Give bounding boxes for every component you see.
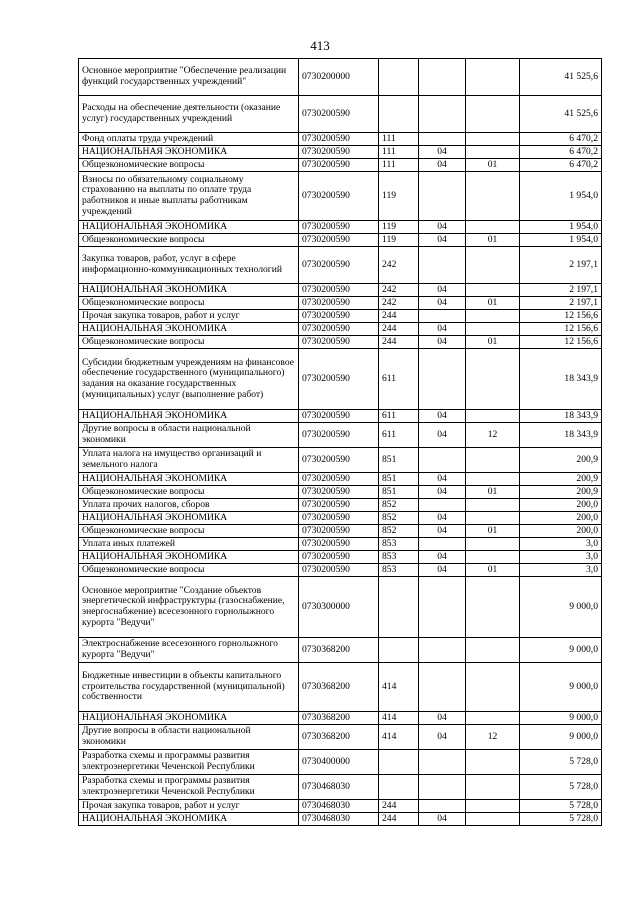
section-code-cell xyxy=(419,133,466,146)
amount-cell: 2 197,1 xyxy=(520,284,602,297)
table-row xyxy=(79,499,602,512)
target-article-code-cell: 0730200590 xyxy=(299,349,379,410)
section-code-cell xyxy=(419,638,466,663)
target-article-code-cell: 0730200590 xyxy=(299,525,379,538)
expense-type-cell: 414 xyxy=(379,725,419,750)
amount-cell: 3,0 xyxy=(520,538,602,551)
expense-type-cell: 244 xyxy=(379,323,419,336)
subsection-code-cell xyxy=(466,284,520,297)
section-code-cell: 04 xyxy=(419,486,466,499)
expense-name-cell: Основное мероприятие "Обеспечение реализации функций государственных учреждений" xyxy=(79,59,299,96)
target-article-code-cell: 0730300000 xyxy=(299,577,379,638)
expense-type-cell: 242 xyxy=(379,284,419,297)
subsection-code-cell xyxy=(466,96,520,133)
subsection-code-cell xyxy=(466,712,520,725)
expense-name-cell: НАЦИОНАЛЬНАЯ ЭКОНОМИКА xyxy=(79,813,299,826)
amount-cell: 200,9 xyxy=(520,448,602,473)
target-article-code-cell: 0730200590 xyxy=(299,146,379,159)
subsection-code-cell xyxy=(466,323,520,336)
budget-table xyxy=(78,58,602,826)
section-code-cell xyxy=(419,172,466,221)
target-article-code-cell: 0730200590 xyxy=(299,410,379,423)
amount-cell: 2 197,1 xyxy=(520,297,602,310)
expense-type-cell: 611 xyxy=(379,349,419,410)
expense-name-cell: Прочая закупка товаров, работ и услуг xyxy=(79,800,299,813)
amount-cell: 1 954,0 xyxy=(520,221,602,234)
target-article-code-cell: 0730368200 xyxy=(299,725,379,750)
table-row xyxy=(79,577,602,638)
amount-cell: 1 954,0 xyxy=(520,234,602,247)
subsection-code-cell xyxy=(466,221,520,234)
expense-name-cell: НАЦИОНАЛЬНАЯ ЭКОНОМИКА xyxy=(79,551,299,564)
table-row xyxy=(79,813,602,826)
expense-name-cell: НАЦИОНАЛЬНАЯ ЭКОНОМИКА xyxy=(79,410,299,423)
expense-name-cell: Разработка схемы и программы развития электроэнергетики Чеченской Республики xyxy=(79,750,299,775)
expense-name-cell: Разработка схемы и программы развития электроэнергетики Чеченской Республики xyxy=(79,775,299,800)
subsection-code-cell: 12 xyxy=(466,725,520,750)
expense-name-cell: Расходы на обеспечение деятельности (оказание услуг) государственных учреждений xyxy=(79,96,299,133)
section-code-cell: 04 xyxy=(419,234,466,247)
expense-type-cell: 852 xyxy=(379,525,419,538)
table-row xyxy=(79,221,602,234)
subsection-code-cell xyxy=(466,448,520,473)
table-row xyxy=(79,551,602,564)
target-article-code-cell: 0730200590 xyxy=(299,448,379,473)
section-code-cell: 04 xyxy=(419,221,466,234)
amount-cell: 5 728,0 xyxy=(520,775,602,800)
expense-name-cell: Общеэкономические вопросы xyxy=(79,234,299,247)
section-code-cell xyxy=(419,499,466,512)
section-code-cell xyxy=(419,750,466,775)
amount-cell: 41 525,6 xyxy=(520,59,602,96)
table-row xyxy=(79,775,602,800)
section-code-cell: 04 xyxy=(419,473,466,486)
target-article-code-cell: 0730200000 xyxy=(299,59,379,96)
target-article-code-cell: 0730200590 xyxy=(299,297,379,310)
expense-type-cell: 853 xyxy=(379,551,419,564)
section-code-cell: 04 xyxy=(419,551,466,564)
amount-cell: 200,9 xyxy=(520,486,602,499)
subsection-code-cell xyxy=(466,775,520,800)
subsection-code-cell xyxy=(466,410,520,423)
amount-cell: 9 000,0 xyxy=(520,638,602,663)
expense-type-cell: 851 xyxy=(379,448,419,473)
expense-type-cell: 244 xyxy=(379,310,419,323)
target-article-code-cell: 0730468030 xyxy=(299,800,379,813)
table-row xyxy=(79,538,602,551)
subsection-code-cell xyxy=(466,59,520,96)
amount-cell: 2 197,1 xyxy=(520,247,602,284)
expense-type-cell: 853 xyxy=(379,564,419,577)
subsection-code-cell xyxy=(466,349,520,410)
subsection-code-cell xyxy=(466,310,520,323)
amount-cell: 18 343,9 xyxy=(520,410,602,423)
subsection-code-cell xyxy=(466,813,520,826)
section-code-cell: 04 xyxy=(419,336,466,349)
expense-name-cell: Бюджетные инвестиции в объекты капитального строительства государственной (муниципальной) собственности xyxy=(79,663,299,712)
target-article-code-cell: 0730200590 xyxy=(299,96,379,133)
target-article-code-cell: 0730400000 xyxy=(299,750,379,775)
expense-name-cell: Взносы по обязательному социальному страхованию на выплаты по оплате труда работников и иные выплаты работникам учреждений xyxy=(79,172,299,221)
expense-type-cell xyxy=(379,750,419,775)
subsection-code-cell xyxy=(466,638,520,663)
expense-name-cell: Общеэкономические вопросы xyxy=(79,525,299,538)
section-code-cell: 04 xyxy=(419,159,466,172)
table-row xyxy=(79,234,602,247)
section-code-cell: 04 xyxy=(419,284,466,297)
expense-type-cell xyxy=(379,775,419,800)
target-article-code-cell: 0730200590 xyxy=(299,133,379,146)
table-row xyxy=(79,638,602,663)
expense-type-cell: 852 xyxy=(379,499,419,512)
expense-type-cell: 119 xyxy=(379,221,419,234)
subsection-code-cell xyxy=(466,499,520,512)
section-code-cell xyxy=(419,775,466,800)
subsection-code-cell: 01 xyxy=(466,486,520,499)
expense-type-cell: 111 xyxy=(379,146,419,159)
expense-type-cell: 111 xyxy=(379,133,419,146)
table-row xyxy=(79,336,602,349)
expense-type-cell: 244 xyxy=(379,813,419,826)
expense-name-cell: Общеэкономические вопросы xyxy=(79,159,299,172)
table-row xyxy=(79,423,602,448)
amount-cell: 9 000,0 xyxy=(520,577,602,638)
expense-name-cell: Прочая закупка товаров, работ и услуг xyxy=(79,310,299,323)
expense-name-cell: НАЦИОНАЛЬНАЯ ЭКОНОМИКА xyxy=(79,284,299,297)
amount-cell: 12 156,6 xyxy=(520,310,602,323)
subsection-code-cell xyxy=(466,750,520,775)
expense-type-cell: 119 xyxy=(379,234,419,247)
section-code-cell xyxy=(419,96,466,133)
expense-name-cell: Субсидии бюджетным учреждениям на финансовое обеспечение государственного (муниципального) задания на оказание государственных (муниципальных) услуг (выполнение работ) xyxy=(79,349,299,410)
amount-cell: 200,0 xyxy=(520,499,602,512)
expense-name-cell: Уплата прочих налогов, сборов xyxy=(79,499,299,512)
table-row xyxy=(79,512,602,525)
table-row xyxy=(79,712,602,725)
amount-cell: 200,0 xyxy=(520,525,602,538)
target-article-code-cell: 0730200590 xyxy=(299,247,379,284)
expense-name-cell: Общеэкономические вопросы xyxy=(79,297,299,310)
expense-type-cell: 242 xyxy=(379,247,419,284)
expense-type-cell: 242 xyxy=(379,297,419,310)
expense-type-cell xyxy=(379,59,419,96)
target-article-code-cell: 0730200590 xyxy=(299,234,379,247)
amount-cell: 18 343,9 xyxy=(520,349,602,410)
expense-name-cell: НАЦИОНАЛЬНАЯ ЭКОНОМИКА xyxy=(79,512,299,525)
expense-type-cell: 244 xyxy=(379,800,419,813)
target-article-code-cell: 0730200590 xyxy=(299,538,379,551)
table-row xyxy=(79,473,602,486)
target-article-code-cell: 0730200590 xyxy=(299,336,379,349)
section-code-cell xyxy=(419,310,466,323)
subsection-code-cell xyxy=(466,663,520,712)
amount-cell: 12 156,6 xyxy=(520,336,602,349)
target-article-code-cell: 0730200590 xyxy=(299,499,379,512)
table-row xyxy=(79,525,602,538)
table-row xyxy=(79,323,602,336)
subsection-code-cell: 01 xyxy=(466,336,520,349)
section-code-cell: 04 xyxy=(419,725,466,750)
section-code-cell xyxy=(419,247,466,284)
amount-cell: 1 954,0 xyxy=(520,172,602,221)
expense-type-cell: 119 xyxy=(379,172,419,221)
section-code-cell xyxy=(419,349,466,410)
subsection-code-cell: 01 xyxy=(466,159,520,172)
amount-cell: 6 470,2 xyxy=(520,159,602,172)
expense-name-cell: Другие вопросы в области национальной экономики xyxy=(79,423,299,448)
section-code-cell: 04 xyxy=(419,813,466,826)
expense-type-cell xyxy=(379,577,419,638)
expense-name-cell: Уплата налога на имущество организаций и земельного налога xyxy=(79,448,299,473)
table-row xyxy=(79,297,602,310)
expense-name-cell: Основное мероприятие "Создание объектов энергетической инфраструктуры (газоснабжение, энергоснабжение) всесезонного горнолыжного курорта "Ведучи" xyxy=(79,577,299,638)
section-code-cell: 04 xyxy=(419,423,466,448)
expense-type-cell: 851 xyxy=(379,473,419,486)
subsection-code-cell xyxy=(466,577,520,638)
target-article-code-cell: 0730200590 xyxy=(299,221,379,234)
subsection-code-cell xyxy=(466,538,520,551)
target-article-code-cell: 0730368200 xyxy=(299,663,379,712)
target-article-code-cell: 0730200590 xyxy=(299,172,379,221)
table-row xyxy=(79,133,602,146)
amount-cell: 3,0 xyxy=(520,551,602,564)
amount-cell: 200,9 xyxy=(520,473,602,486)
budget-table-body xyxy=(79,59,602,826)
target-article-code-cell: 0730200590 xyxy=(299,423,379,448)
expense-type-cell: 414 xyxy=(379,663,419,712)
target-article-code-cell: 0730200590 xyxy=(299,551,379,564)
subsection-code-cell xyxy=(466,512,520,525)
target-article-code-cell: 0730200590 xyxy=(299,473,379,486)
table-row xyxy=(79,96,602,133)
amount-cell: 3,0 xyxy=(520,564,602,577)
amount-cell: 18 343,9 xyxy=(520,423,602,448)
table-row xyxy=(79,410,602,423)
table-row xyxy=(79,247,602,284)
page-number: 413 xyxy=(310,38,330,53)
section-code-cell: 04 xyxy=(419,712,466,725)
section-code-cell xyxy=(419,663,466,712)
section-code-cell xyxy=(419,538,466,551)
target-article-code-cell: 0730200590 xyxy=(299,486,379,499)
expense-name-cell: Общеэкономические вопросы xyxy=(79,336,299,349)
amount-cell: 5 728,0 xyxy=(520,813,602,826)
section-code-cell xyxy=(419,577,466,638)
subsection-code-cell xyxy=(466,551,520,564)
expense-name-cell: Уплата иных платежей xyxy=(79,538,299,551)
section-code-cell: 04 xyxy=(419,564,466,577)
subsection-code-cell: 01 xyxy=(466,564,520,577)
expense-type-cell: 111 xyxy=(379,159,419,172)
expense-name-cell: Фонд оплаты труда учреждений xyxy=(79,133,299,146)
section-code-cell: 04 xyxy=(419,410,466,423)
subsection-code-cell xyxy=(466,133,520,146)
subsection-code-cell: 01 xyxy=(466,297,520,310)
target-article-code-cell: 0730368200 xyxy=(299,638,379,663)
subsection-code-cell: 01 xyxy=(466,234,520,247)
section-code-cell xyxy=(419,59,466,96)
target-article-code-cell: 0730468030 xyxy=(299,775,379,800)
expense-name-cell: Электроснабжение всесезонного горнолыжного курорта "Ведучи" xyxy=(79,638,299,663)
amount-cell: 5 728,0 xyxy=(520,800,602,813)
expense-type-cell: 611 xyxy=(379,410,419,423)
expense-name-cell: Общеэкономические вопросы xyxy=(79,564,299,577)
section-code-cell: 04 xyxy=(419,323,466,336)
section-code-cell: 04 xyxy=(419,297,466,310)
subsection-code-cell xyxy=(466,247,520,284)
expense-name-cell: НАЦИОНАЛЬНАЯ ЭКОНОМИКА xyxy=(79,473,299,486)
amount-cell: 9 000,0 xyxy=(520,712,602,725)
subsection-code-cell: 01 xyxy=(466,525,520,538)
amount-cell: 9 000,0 xyxy=(520,663,602,712)
subsection-code-cell xyxy=(466,146,520,159)
expense-name-cell: НАЦИОНАЛЬНАЯ ЭКОНОМИКА xyxy=(79,146,299,159)
table-row xyxy=(79,800,602,813)
subsection-code-cell xyxy=(466,800,520,813)
table-row xyxy=(79,146,602,159)
expense-name-cell: НАЦИОНАЛЬНАЯ ЭКОНОМИКА xyxy=(79,221,299,234)
target-article-code-cell: 0730200590 xyxy=(299,512,379,525)
target-article-code-cell: 0730200590 xyxy=(299,310,379,323)
amount-cell: 9 000,0 xyxy=(520,725,602,750)
target-article-code-cell: 0730200590 xyxy=(299,323,379,336)
table-row xyxy=(79,310,602,323)
amount-cell: 200,0 xyxy=(520,512,602,525)
section-code-cell xyxy=(419,800,466,813)
target-article-code-cell: 0730200590 xyxy=(299,564,379,577)
expense-type-cell xyxy=(379,96,419,133)
table-row xyxy=(79,349,602,410)
section-code-cell: 04 xyxy=(419,512,466,525)
expense-name-cell: Другие вопросы в области национальной экономики xyxy=(79,725,299,750)
expense-type-cell xyxy=(379,638,419,663)
expense-type-cell: 414 xyxy=(379,712,419,725)
expense-type-cell: 852 xyxy=(379,512,419,525)
expense-name-cell: НАЦИОНАЛЬНАЯ ЭКОНОМИКА xyxy=(79,712,299,725)
subsection-code-cell xyxy=(466,172,520,221)
target-article-code-cell: 0730468030 xyxy=(299,813,379,826)
target-article-code-cell: 0730200590 xyxy=(299,159,379,172)
table-row xyxy=(79,725,602,750)
expense-type-cell: 853 xyxy=(379,538,419,551)
amount-cell: 5 728,0 xyxy=(520,750,602,775)
expense-type-cell: 851 xyxy=(379,486,419,499)
table-row xyxy=(79,448,602,473)
expense-type-cell: 611 xyxy=(379,423,419,448)
table-row xyxy=(79,159,602,172)
table-row xyxy=(79,750,602,775)
amount-cell: 12 156,6 xyxy=(520,323,602,336)
amount-cell: 6 470,2 xyxy=(520,146,602,159)
expense-name-cell: НАЦИОНАЛЬНАЯ ЭКОНОМИКА xyxy=(79,323,299,336)
table-row xyxy=(79,284,602,297)
expense-type-cell: 244 xyxy=(379,336,419,349)
table-row xyxy=(79,59,602,96)
target-article-code-cell: 0730200590 xyxy=(299,284,379,297)
expense-name-cell: Закупка товаров, работ, услуг в сфере информационно-коммуникационных технологий xyxy=(79,247,299,284)
table-row xyxy=(79,663,602,712)
table-row xyxy=(79,486,602,499)
amount-cell: 6 470,2 xyxy=(520,133,602,146)
table-row xyxy=(79,564,602,577)
table-row xyxy=(79,172,602,221)
target-article-code-cell: 0730368200 xyxy=(299,712,379,725)
section-code-cell xyxy=(419,448,466,473)
subsection-code-cell xyxy=(466,473,520,486)
section-code-cell: 04 xyxy=(419,525,466,538)
amount-cell: 41 525,6 xyxy=(520,96,602,133)
expense-name-cell: Общеэкономические вопросы xyxy=(79,486,299,499)
subsection-code-cell: 12 xyxy=(466,423,520,448)
section-code-cell: 04 xyxy=(419,146,466,159)
